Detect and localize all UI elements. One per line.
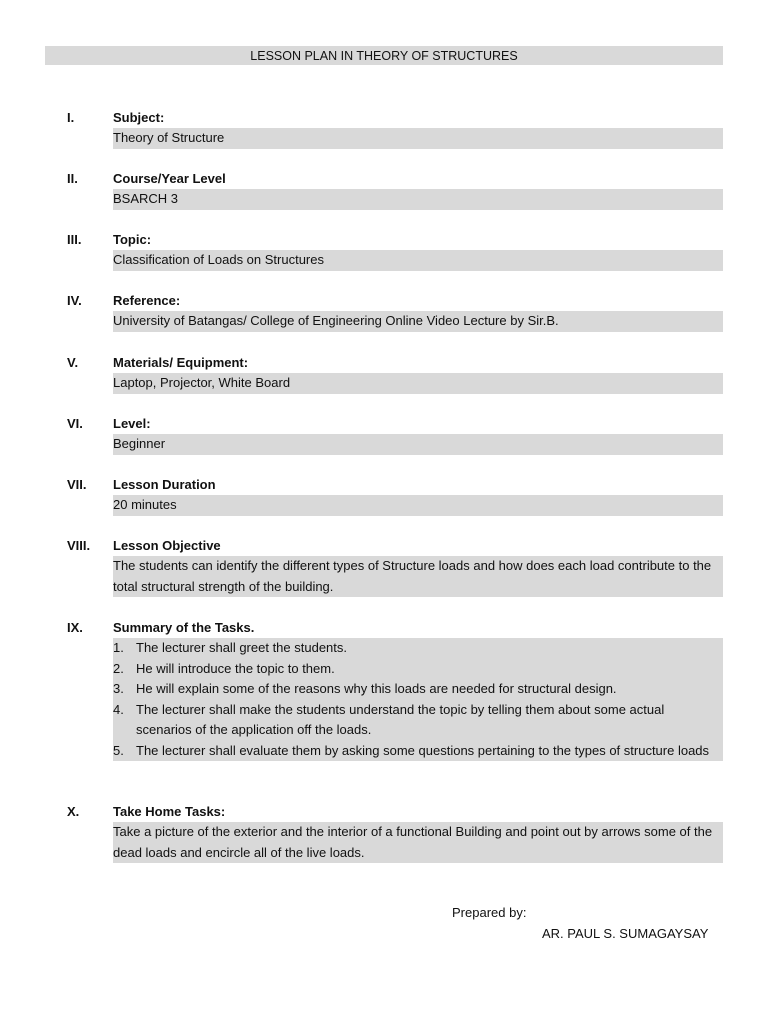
section-numeral: VIII. (67, 538, 91, 553)
document-title: LESSON PLAN IN THEORY OF STRUCTURES (45, 46, 723, 65)
section-content: Theory of Structure (113, 130, 225, 145)
task-text: The lecturer shall greet the students. (136, 640, 348, 655)
section-content-box (113, 128, 723, 149)
section-content-box (113, 495, 723, 516)
list-item (113, 659, 723, 680)
task-number: 1. (113, 640, 124, 655)
list-item (113, 638, 723, 659)
task-text: He will introduce the topic to them. (136, 660, 335, 676)
section-numeral: II. (67, 171, 78, 186)
section-heading: Subject: (113, 110, 165, 125)
section-content-box (113, 822, 723, 863)
section-numeral: III. (67, 232, 82, 247)
section-content: Classification of Loads on Structures (113, 252, 324, 267)
list-item (113, 679, 723, 700)
section-heading: Lesson Objective (113, 538, 221, 553)
section-heading: Course/Year Level (113, 171, 226, 186)
task-number: 3. (113, 681, 124, 696)
task-text: He will explain some of the reasons why this loads are needed for structural design. (136, 681, 617, 696)
task-text: The lecturer shall evaluate them by asking some questions pertaining to the types of structure loads (136, 742, 710, 758)
section-content-box (113, 189, 723, 210)
task-number: 2. (113, 660, 124, 676)
prepared-by-name: AR. PAUL S. SUMAGAYSAY (542, 926, 709, 941)
task-number: 5. (113, 742, 124, 758)
section-numeral: VII. (67, 477, 87, 492)
section-content: Beginner (113, 436, 166, 451)
task-list (113, 638, 723, 761)
section-heading: Take Home Tasks: (113, 804, 226, 819)
task-list-box (113, 638, 723, 761)
section-heading: Topic: (113, 232, 152, 247)
section-heading: Materials/ Equipment: (113, 355, 249, 370)
section-heading: Lesson Duration (113, 477, 216, 492)
section-content: Take a picture of the exterior and the interior of a functional Building and point out by arrows some of the dead loads and encircle all of the live loads. (113, 824, 713, 860)
section-content-box (113, 250, 723, 271)
section-content-box (113, 311, 723, 332)
section-content-box (113, 434, 723, 455)
section-numeral: IX. (67, 620, 83, 635)
section-numeral: IV. (67, 293, 82, 308)
section-content: Laptop, Projector, White Board (113, 375, 291, 390)
prepared-by-label: Prepared by: (452, 905, 527, 920)
section-heading: Reference: (113, 293, 181, 308)
section-content-box (113, 373, 723, 394)
task-number: 4. (113, 701, 124, 717)
section-numeral: X. (67, 804, 80, 819)
section-numeral: I. (67, 110, 75, 125)
list-item (113, 700, 723, 741)
section-heading: Summary of the Tasks. (113, 620, 255, 635)
section-heading: Level: (113, 416, 151, 431)
section-content: The students can identify the different types of Structure loads and how does each load contribute to the total structural strength of the building. (113, 558, 712, 594)
section-numeral: VI. (67, 416, 83, 431)
task-text: The lecturer shall make the students understand the topic by telling them about some actual scenarios of the application off the loads. (136, 701, 665, 737)
section-content: BSARCH 3 (113, 191, 179, 206)
list-item (113, 741, 723, 762)
section-content: University of Batangas/ College of Engineering Online Video Lecture by Sir.B. (113, 313, 559, 328)
section-content: 20 minutes (113, 497, 177, 512)
section-numeral: V. (67, 355, 79, 370)
section-content-box (113, 556, 723, 597)
